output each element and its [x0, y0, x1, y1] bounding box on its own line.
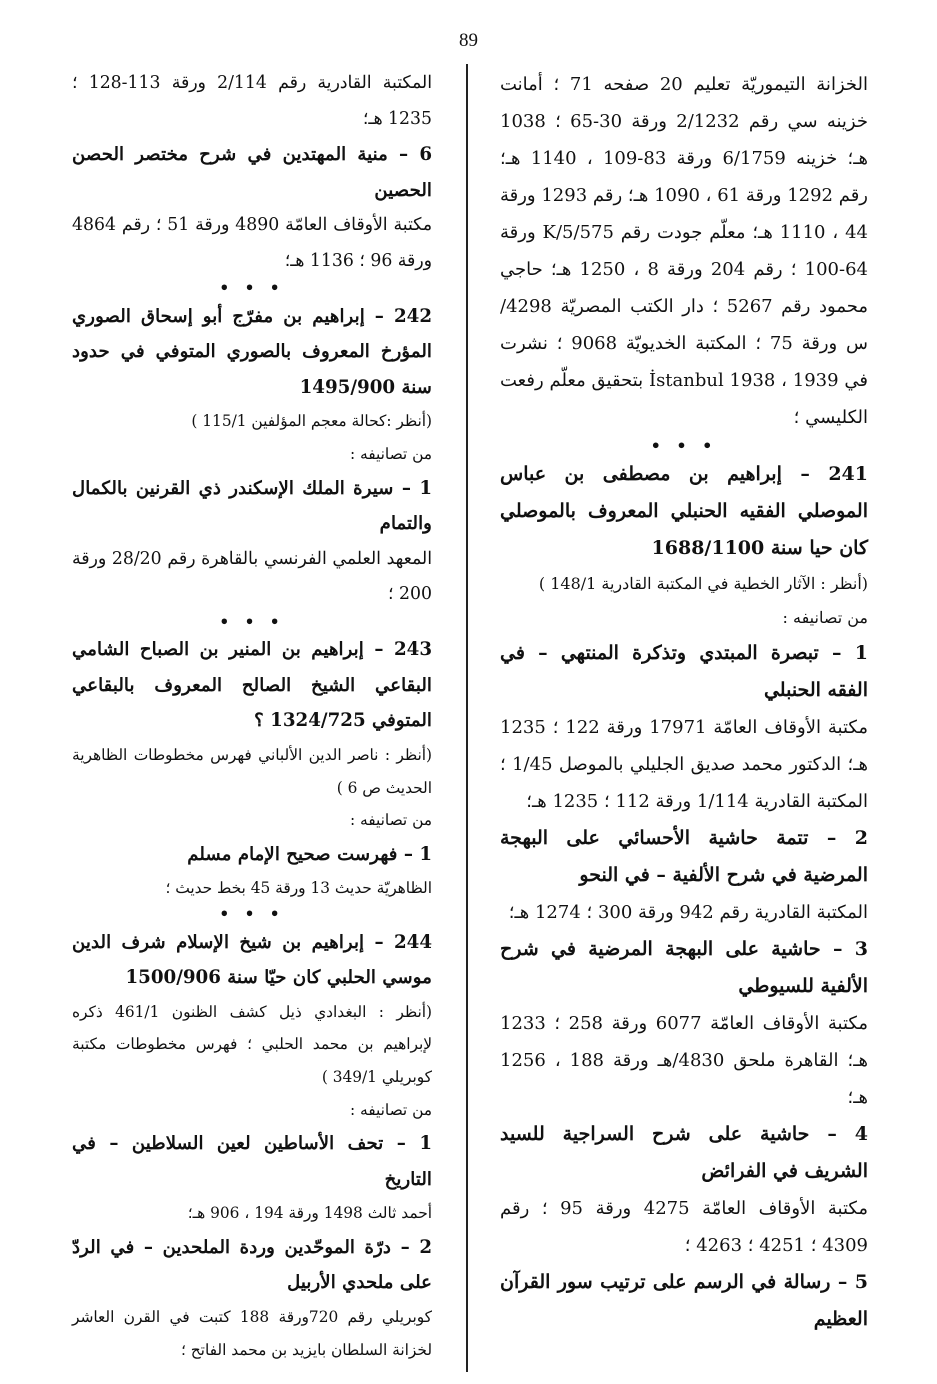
reference-note: الظاهريّة حديث 13 ورقة 45 بخط حديث ؛ — [165, 879, 432, 898]
manuscript-listing: مكتبة الأوقاف العامّة 4275 ورقة 95 ؛ رقم 4309 ؛ 4251 ؛ 4263 ؛ — [500, 1198, 868, 1256]
reference-note: (أنظر : الآثار الخطية في المكتبة القادرية 148/1 ) — [538, 574, 868, 593]
entry-heading: 1 – تبصرة المبتدي وتذكرة المنتهي – في الفقه الحنبلي — [500, 642, 868, 701]
manuscript-listing: مكتبة الأوقاف العامّة 17971 ورقة 122 ؛ 1235 هـ؛ الدكتور محمد صديق الجليلي بالموصل 1/45 ؛ المكتبة القادرية 1/114 ورقة 112 ؛ 1235 هـ؛ — [500, 717, 869, 812]
entry-separator: • • • — [650, 436, 718, 455]
entry-heading: 1 – تحف الأساطين لعين السلاطين – في التاريخ — [72, 1133, 432, 1190]
reference-note: من تصانيفه : — [349, 444, 432, 463]
manuscript-listing: الخزانة التيموريّة تعليم 20 صفحه 71 ؛ أمانت خزينه سي رقم 2/1232 ورقة 30-65 ؛ 1038 هـ؛ خزينه 6/1759 ورقة 83-109 ، 1140 هـ؛ رقم 1292 ورقة 61 ، 1090 هـ؛ رقم 1293 ورقة 44 ، 1110 هـ؛ معلّم جودت رقم 5/575/K ورقة 64-100 ؛ رقم 204 ورقة 8 ، 1250 هـ؛ حاجي محمود رقم 5267 ؛ دار الكتب المصريّة 4298/س ورقة 75 ؛ المكتبة الخديويّة 9068 ؛ نشرت في İstanbul 1938 ، 1939 بتحقيق معلّم رفعت الكليسي ؛ — [499, 74, 869, 428]
entry-heading: 241 – إبراهيم بن مصطفى بن عباس الموصلي الفقيه الحنبلي المعروف بالموصلي كان حيا سنة 1688/1100 — [500, 463, 868, 559]
entry-heading: 244 – إبراهيم بن شيخ الإسلام شرف الدين موسي الحلبي كان حيّا سنة 1500/906 — [72, 931, 432, 989]
manuscript-listing: المكتبة القادرية رقم 2/114 ورقة 113-128 ؛ 1235 هـ؛ — [72, 73, 432, 129]
entry-separator: • • • — [219, 279, 285, 298]
right-column — [500, 66, 868, 1338]
column-divider — [466, 64, 468, 1372]
entry-heading: 3 – حاشية على البهجة المرضية في شرح الألفية للسيوطي — [500, 938, 868, 997]
entry-separator: • • • — [219, 612, 285, 631]
manuscript-listing: مكتبة الأوقاف العامّة 4890 ورقة 51 ؛ رقم 4864 ورقة 96 ؛ 1136 هـ؛ — [72, 215, 432, 271]
reference-note: (أنظر :كحالة معجم المؤلفين 115/1 ) — [191, 412, 432, 431]
entry-heading: 2 – درّة الموحّدين وردة الملحدين – في الردّ على ملحدي الأربيل — [72, 1236, 432, 1294]
manuscript-listing: المعهد العلمي الفرنسي بالقاهرة رقم 28/20 ورقة 200 ؛ — [72, 548, 432, 605]
reference-note: من تصانيفه : — [349, 1100, 432, 1119]
left-column — [72, 66, 432, 1366]
entry-separator: • • • — [219, 904, 285, 923]
reference-note: (أنظر : البغدادي ذيل كشف الظنون 461/1 ذكره لإبراهيم بن محمد الحلبي ؛ فهرس مخطوطات مكتبة كوبريلي 349/1 ) — [72, 1002, 432, 1086]
reference-note: أحمد ثالث 1498 ورقة 194 ، 906 هـ؛ — [187, 1204, 432, 1223]
entry-heading: 1 – سيرة الملك الإسكندر ذي القرنين بالكمال والتمام — [72, 477, 432, 535]
entry-heading: 243 – إبراهيم بن المنير بن الصباح الشامي البقاعي الشيخ الصالح المعروف بالبقاعي المتوفي 1324/725 ؟ — [72, 639, 432, 732]
entry-heading: 4 – حاشية على شرح السراجية للسيد الشريف في الفرائض — [500, 1123, 868, 1182]
entry-heading: 6 – منية المهتدين في شرح مختصر الحصن الحصين — [72, 144, 432, 201]
reference-note: من تصانيفه : — [349, 811, 432, 830]
manuscript-listing: مكتبة الأوقاف العامّة 6077 ورقة 258 ؛ 1233 هـ؛ القاهرة ملحق 4830/هـ ورقة 188 ، 1256 هـ؛ — [500, 1013, 868, 1108]
entry-heading: 5 – رسالة في الرسم على ترتيب سور القرآن العظيم — [500, 1271, 868, 1330]
reference-note: كوبريلي رقم 720ورقة 188 كتبت في القرن العاشر لخزانة السلطان بايزيد بن محمد الفاتح ؛ — [72, 1307, 432, 1359]
page-number: 89 — [459, 30, 478, 51]
entry-heading: 242 – إبراهيم بن مفرّج أبو إسحاق الصوري المؤرخ المعروف بالصوري المتوفي في حدود سنة 1495/900 — [72, 305, 432, 398]
entry-heading: 2 – تتمة حاشية الأحسائي على البهجة المرضية في شرح الألفية – في النحو — [500, 827, 868, 886]
reference-note: من تصانيفه : — [782, 608, 868, 627]
reference-note: (أنظر : ناصر الدين الألباني فهرس مخطوطات الظاهرية الحديث ص 6 ) — [72, 745, 432, 797]
manuscript-listing: المكتبة القادرية رقم 942 ورقة 300 ؛ 1274 هـ؛ — [508, 902, 868, 923]
entry-heading: 1 – فهرست صحيح الإمام مسلم — [187, 843, 432, 865]
